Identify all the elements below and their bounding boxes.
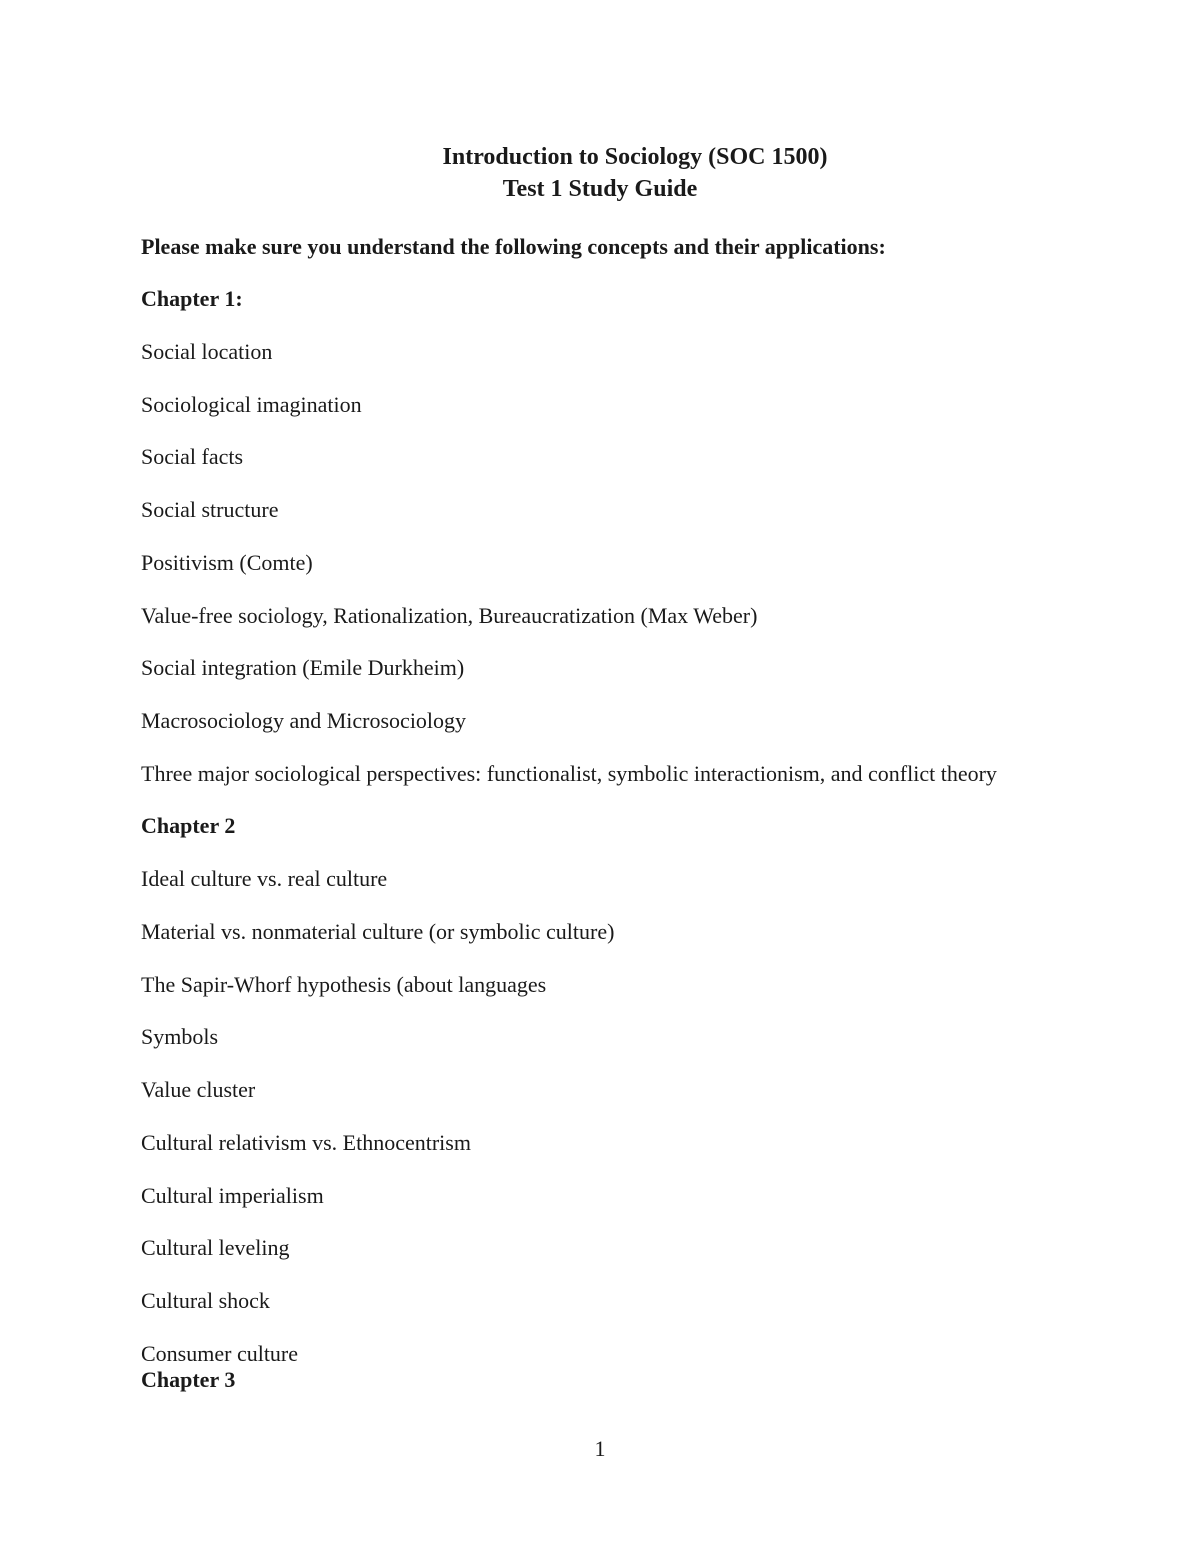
list-item: Cultural imperialism [141,1183,324,1208]
list-item: Macrosociology and Microsociology [141,708,467,733]
document-title: Introduction to Sociology (SOC 1500) [442,144,828,170]
list-item: Ideal culture vs. real culture [141,866,388,891]
list-item: Material vs. nonmaterial culture (or symbolic culture) [141,919,615,944]
list-item: Social structure [141,497,279,522]
document-subtitle: Test 1 Study Guide [502,176,698,202]
list-item: The Sapir-Whorf hypothesis (about languages [141,972,547,997]
list-item: Cultural relativism vs. Ethnocentrism [141,1130,471,1155]
chapter-3-heading: Chapter 3 [141,1367,236,1392]
list-item: Value-free sociology, Rationalization, Bureaucratization (Max Weber) [141,603,758,628]
list-item: Cultural shock [141,1288,270,1313]
list-item: Consumer culture [141,1341,299,1366]
list-item: Social facts [141,444,244,469]
page-number: 1 [594,1436,606,1461]
list-item: Social integration (Emile Durkheim) [141,655,465,680]
list-item: Social location [141,339,273,364]
list-item: Three major sociological perspectives: functionalist, symbolic interactionism, and conflict theory [141,761,997,786]
list-item: Value cluster [141,1077,256,1102]
list-item: Positivism (Comte) [141,550,313,575]
chapter-2-heading: Chapter 2 [141,813,236,838]
list-item: Sociological imagination [141,392,362,417]
list-item: Symbols [141,1024,219,1049]
chapter-1-heading: Chapter 1: [141,286,243,311]
instructions-text: Please make sure you understand the following concepts and their applications: [141,234,886,259]
list-item: Cultural leveling [141,1235,290,1260]
